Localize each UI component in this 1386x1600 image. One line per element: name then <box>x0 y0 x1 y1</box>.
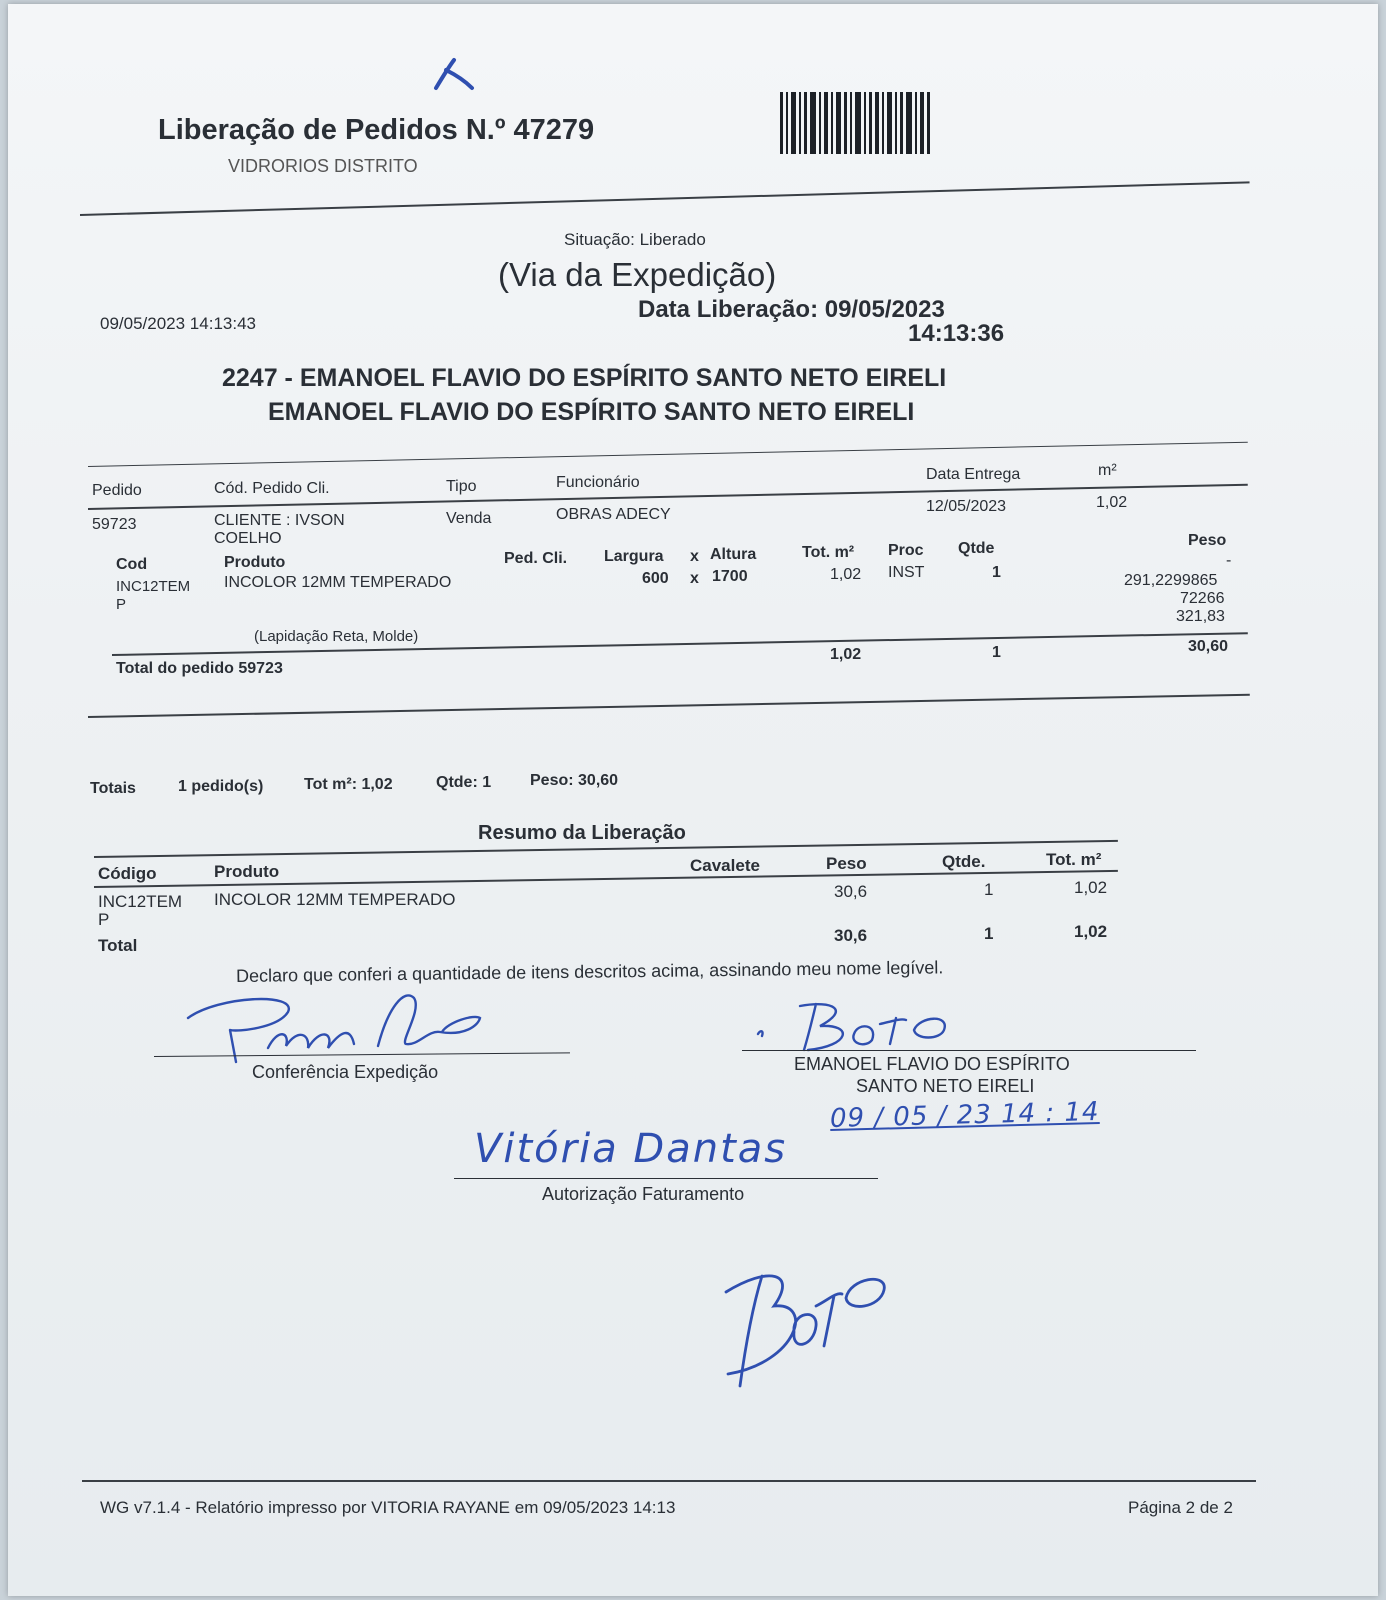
resumo-header-peso: Peso <box>826 854 867 873</box>
client-signature-line <box>742 1050 1196 1051</box>
boto-signature <box>718 1262 908 1392</box>
item-header-cod: Cod <box>116 556 148 573</box>
item-peso-1: 291,2299865 <box>1124 572 1218 589</box>
header-divider <box>80 181 1250 216</box>
client-signature <box>754 1000 964 1056</box>
resumo-header-cavalete: Cavalete <box>690 856 760 875</box>
data-liberacao: Data Liberação: 09/05/2023 <box>638 296 945 323</box>
footer-page-number: Página 2 de 2 <box>1128 1498 1233 1517</box>
item-header-tot-m2: Tot. m² <box>802 544 855 561</box>
resumo-total-tot-m2: 1,02 <box>1074 922 1108 941</box>
autorizacao-label: Autorização Faturamento <box>542 1184 745 1204</box>
item-header-peso: Peso <box>1188 532 1227 549</box>
col-header-funcionario: Funcionário <box>556 474 640 491</box>
via-title: (Via da Expedição) <box>498 256 777 293</box>
col-header-pedido: Pedido <box>92 482 142 499</box>
item-peso-3: 321,83 <box>1176 608 1225 625</box>
totals-pedidos: 1 pedido(s) <box>178 778 264 795</box>
order-total-m2: 1,02 <box>830 646 862 663</box>
data-liberacao-time: 14:13:36 <box>908 320 1005 347</box>
order-total-label: Total do pedido 59723 <box>116 660 283 677</box>
handwritten-datetime: 09 / 05 / 23 14 : 14 <box>829 1096 1100 1134</box>
footer-divider <box>82 1480 1256 1482</box>
item-header-ped-cli: Ped. Cli. <box>504 550 568 567</box>
resumo-title: Resumo da Liberação <box>478 822 686 844</box>
document-page <box>8 4 1378 1596</box>
col-header-cod-pedido-cli: Cód. Pedido Cli. <box>214 480 330 497</box>
resumo-total-peso: 30,6 <box>834 926 868 945</box>
document-title: Liberação de Pedidos N.º 47279 <box>158 114 595 146</box>
client-label-1: EMANOEL FLAVIO DO ESPÍRITO <box>794 1054 1070 1074</box>
autorizacao-signature-line <box>454 1178 878 1179</box>
item-qtde: 1 <box>992 564 1001 581</box>
col-header-data-entrega: Data Entrega <box>926 466 1021 483</box>
resumo-header-produto: Produto <box>214 862 280 881</box>
order-table-top-line <box>88 442 1248 467</box>
resumo-qtde: 1 <box>984 880 994 899</box>
resumo-header-tot-m2: Tot. m² <box>1046 850 1102 869</box>
resumo-header-qtde: Qtde. <box>942 852 986 871</box>
client-label-2: SANTO NETO EIRELI <box>856 1076 1035 1096</box>
totals-qtde: Qtde: 1 <box>436 774 492 791</box>
resumo-produto: INCOLOR 12MM TEMPERADO <box>214 890 456 909</box>
col-header-tipo: Tipo <box>446 478 477 495</box>
resumo-codigo-1: INC12TEM <box>98 892 183 911</box>
item-cod-2: P <box>116 596 127 613</box>
order-cod-pedido-cli-1: CLIENTE : IVSON <box>214 512 345 529</box>
item-produto: INCOLOR 12MM TEMPERADO <box>224 574 452 591</box>
item-obs: (Lapidação Reta, Molde) <box>254 628 419 645</box>
order-cod-pedido-cli-2: COELHO <box>214 530 282 547</box>
item-header-altura: Altura <box>710 546 757 563</box>
item-header-qtde: Qtde <box>958 540 995 557</box>
item-largura: 600 <box>642 570 669 587</box>
client-name-line1: 2247 - EMANOEL FLAVIO DO ESPÍRITO SANTO NETO EIRELI <box>222 364 947 392</box>
item-x: x <box>690 570 699 587</box>
item-proc: INST <box>888 564 925 581</box>
order-funcionario: OBRAS ADECY <box>556 506 671 523</box>
resumo-peso: 30,6 <box>834 882 868 901</box>
order-data-entrega: 12/05/2023 <box>926 498 1007 515</box>
barcode <box>780 92 990 154</box>
footer-left-text: WG v7.1.4 - Relatório impresso por VITORIA RAYANE em 09/05/2023 14:13 <box>100 1498 676 1517</box>
item-header-x: x <box>690 548 699 565</box>
col-header-m2: m² <box>1098 462 1117 479</box>
order-total-peso: 30,60 <box>1188 638 1229 655</box>
client-name-line2: EMANOEL FLAVIO DO ESPÍRITO SANTO NETO EIRELI <box>268 398 915 426</box>
order-total-qtde: 1 <box>992 644 1001 661</box>
resumo-header-codigo: Código <box>98 864 157 883</box>
totals-label: Totais <box>90 780 136 797</box>
autorizacao-signature: Vitória Dantas <box>474 1126 788 1172</box>
item-cod-1: INC12TEM <box>116 578 191 595</box>
resumo-tot-m2: 1,02 <box>1074 878 1108 897</box>
item-header-proc: Proc <box>888 542 924 559</box>
resumo-codigo-2: P <box>98 910 110 929</box>
conferencia-label: Conferência Expedição <box>252 1062 439 1082</box>
handwritten-check-mark <box>432 56 478 92</box>
item-header-largura: Largura <box>604 548 664 565</box>
company-name: VIDRORIOS DISTRITO <box>228 156 418 176</box>
resumo-total-qtde: 1 <box>984 924 994 943</box>
order-tipo: Venda <box>446 510 492 527</box>
order-pedido: 59723 <box>92 516 137 533</box>
item-tot-m2: 1,02 <box>830 566 862 583</box>
situacao-text: Situação: Liberado <box>564 230 706 249</box>
declaration-text: Declaro que conferi a quantidade de itens descritos acima, assinando meu nome legível. <box>235 957 944 986</box>
item-header-produto: Produto <box>224 554 286 571</box>
totals-tot-m2: Tot m²: 1,02 <box>304 776 393 793</box>
item-altura: 1700 <box>712 568 748 585</box>
order-table-bottom-line <box>88 694 1250 718</box>
totals-peso: Peso: 30,60 <box>530 772 619 789</box>
resumo-total-label: Total <box>98 936 138 955</box>
item-peso-dash: - <box>1226 552 1232 569</box>
print-datetime: 09/05/2023 14:13:43 <box>100 314 256 333</box>
order-m2: 1,02 <box>1096 494 1128 511</box>
item-peso-2: 72266 <box>1180 590 1225 607</box>
